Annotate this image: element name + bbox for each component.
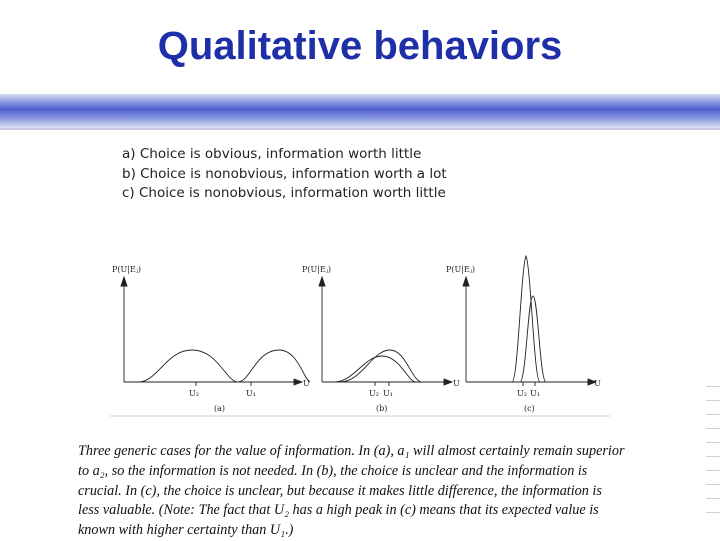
caption-line: to a₂, so the information is not needed. In (b), the choice is unclear and the information is bbox=[78, 462, 588, 479]
figure-caption bbox=[78, 442, 698, 541]
caption-line: less valuable. (Note: The fact that U₂ has a high peak in (c) means that its expected value is bbox=[78, 502, 599, 519]
panel-caption: (c) bbox=[524, 404, 535, 413]
y-axis-arrow bbox=[319, 277, 325, 286]
tick-label-u2: U₂ bbox=[189, 389, 199, 398]
band-divider bbox=[0, 128, 720, 130]
x-axis-label: U bbox=[303, 379, 310, 388]
y-axis-arrow bbox=[121, 277, 127, 286]
y-axis-label: P(U|Eⱼ) bbox=[446, 265, 476, 274]
case-c: c) Choice is nonobvious, information worth little bbox=[122, 185, 446, 201]
case-list bbox=[122, 145, 447, 204]
y-axis-label: P(U|Eⱼ) bbox=[302, 265, 332, 274]
case-a: a) Choice is obvious, information worth little bbox=[122, 146, 422, 162]
distribution-curve-u1 bbox=[520, 296, 546, 382]
caption-line: crucial. In (c), the choice is unclear, but because it makes little difference, the information is bbox=[78, 482, 602, 499]
x-axis-label: U bbox=[594, 379, 601, 388]
panel-caption: (b) bbox=[376, 404, 388, 413]
value-of-information-figure bbox=[110, 250, 610, 420]
caption-line: known with higher certainty than U₁.) bbox=[78, 522, 294, 539]
tick-label-u1: U₁ bbox=[383, 389, 393, 398]
distribution-curve-u2 bbox=[334, 356, 416, 382]
tick-label-u2: U₂ bbox=[517, 389, 527, 398]
panel-a bbox=[112, 265, 310, 413]
distribution-curves bbox=[138, 350, 310, 382]
title-underline-band bbox=[0, 94, 720, 128]
x-axis-label: U bbox=[453, 379, 460, 388]
tick-label-u1: U₁ bbox=[530, 389, 540, 398]
panel-b bbox=[302, 265, 460, 413]
slide-title: Qualitative behaviors bbox=[157, 24, 563, 68]
panel-c bbox=[446, 256, 601, 413]
right-edge-ticks bbox=[706, 386, 720, 540]
tick-label-u2: U₂ bbox=[369, 389, 379, 398]
caption-line: Three generic cases for the value of information. In (a), a₁ will almost certainly remain superior bbox=[78, 443, 625, 459]
tick-label-u1: U₁ bbox=[246, 389, 256, 398]
y-axis-label: P(U|Eⱼ) bbox=[112, 265, 142, 274]
x-axis-arrow bbox=[444, 379, 452, 385]
case-b: b) Choice is nonobvious, information worth a lot bbox=[122, 165, 447, 182]
distribution-curve-u2 bbox=[512, 256, 540, 382]
x-axis-arrow bbox=[294, 379, 302, 385]
panel-caption: (a) bbox=[214, 404, 226, 413]
y-axis-arrow bbox=[463, 277, 469, 286]
